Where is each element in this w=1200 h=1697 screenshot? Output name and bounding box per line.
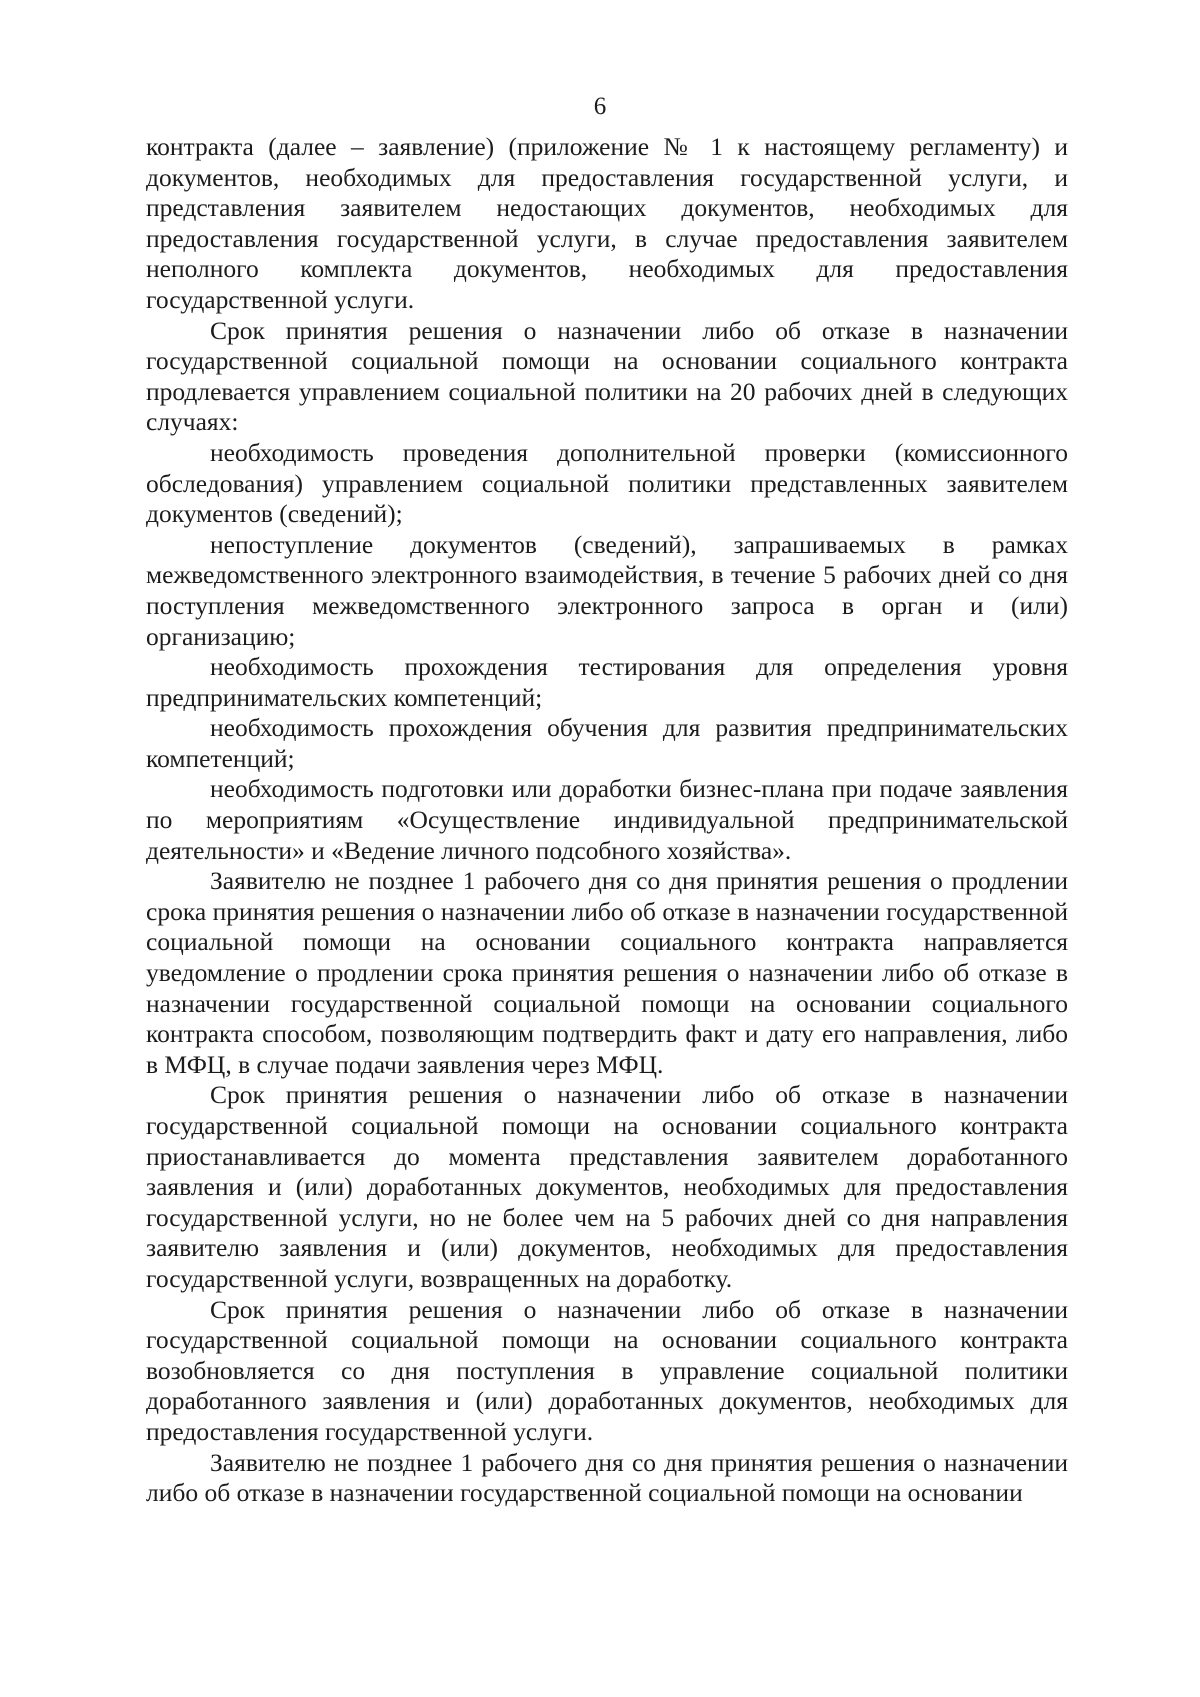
paragraph-suspension: Срок принятия решения о назначении либо об отказе в назначении государственной социальной помощи на основании социального контракта приостанавливается до момента представления заявителем доработанного заявления и (или) доработанных документов, необходимых для предоставления государственной услуги, но не более чем на 5 рабочих дней со дня направления заявителю заявления и (или) документов, необходимых для предоставления государственной услуги, возвращенных на доработку. [146,1080,1068,1293]
paragraph-case-no-documents: непоступление документов (сведений), запрашиваемых в рамках межведомственного электронного взаимодействия, в течение 5 рабочих дней со дня поступления межведомственного электронного запроса в орган и (или) организацию; [146,529,1068,651]
paragraph-extension-notice: Заявителю не позднее 1 рабочего дня со дня принятия решения о продлении срока принятия решения о назначении либо об отказе в назначении государственной социальной помощи на основании социального контракта направляется уведомление о продлении срока принятия решения о назначении либо об отказе в назначении государственной социальной помощи на основании социального контракта способом, позволяющим подтвердить факт и дату его направления, либо в МФЦ, в случае подачи заявления через МФЦ. [146,866,1068,1079]
paragraph-resumption: Срок принятия решения о назначении либо об отказе в назначении государственной социальной помощи на основании социального контракта возобновляется со дня поступления в управление социальной политики доработанного заявления и (или) доработанных документов, необходимых для предоставления государственной услуги. [146,1294,1068,1446]
paragraph-decision-notice: Заявителю не позднее 1 рабочего дня со дня принятия решения о назначении либо об отказе в назначении государственной социальной помощи на основании [146,1447,1068,1508]
paragraph-continuation: контракта (далее – заявление) (приложение № 1 к настоящему регламенту) и документов, необходимых для предоставления государственной услуги, и представления заявителем недостающих документов, необходимых для предоставления государственной услуги, в случае предоставления заявителем неполного комплекта документов, необходимых для предоставления государственной услуги. [146,132,1068,314]
paragraph-case-testing: необходимость прохождения тестирования для определения уровня предпринимательских компетенций; [146,652,1068,712]
document-body [146,132,1068,1509]
paragraph-extension-term: Срок принятия решения о назначении либо об отказе в назначении государственной социальной помощи на основании социального контракта продлевается управлением социальной политики на 20 рабочих дней в следующих случаях: [146,315,1068,437]
paragraph-case-business-plan: необходимость подготовки или доработки бизнес-плана при подаче заявления по мероприятиям «Осуществление индивидуальной предпринимательской деятельности» и «Ведение личного подсобного хозяйства». [146,774,1068,865]
paragraph-case-training: необходимость прохождения обучения для развития предпринимательских компетенций; [146,713,1068,773]
page-number: 6 [593,93,607,120]
paragraph-case-additional-check: необходимость проведения дополнительной проверки (комиссионного обследования) управлением социальной политики представленных заявителем документов (сведений); [146,437,1068,529]
